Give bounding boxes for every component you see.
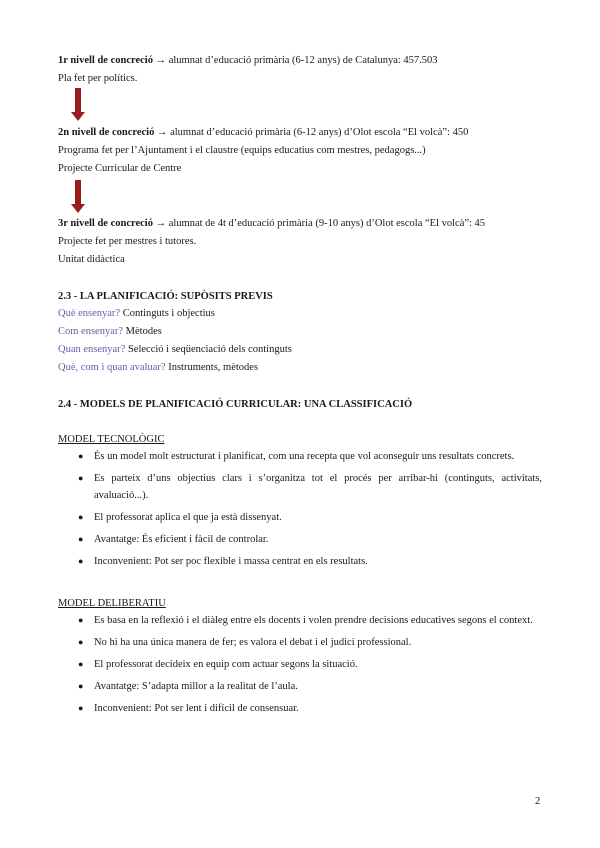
list-item-text: El professorat aplica el que ja està dissenyat. xyxy=(94,512,282,523)
level-3-line xyxy=(58,217,485,230)
list-item xyxy=(58,509,542,526)
question-label: Quan ensenyar? xyxy=(58,344,126,355)
list-item xyxy=(58,700,542,717)
section-2-3-heading: 2.3 - LA PLANIFICACIÓ: SUPÒSITS PREVIS xyxy=(58,291,273,302)
bullet-icon: ● xyxy=(78,451,84,461)
level-2-line xyxy=(58,126,468,139)
bullet-icon: ● xyxy=(78,473,84,483)
list-item xyxy=(58,553,542,570)
list-item xyxy=(58,612,542,629)
list-item xyxy=(58,470,542,504)
level-3-arrow-symbol: → xyxy=(155,218,167,229)
level-3-subtitle: Unitat didàctica xyxy=(58,254,125,265)
level-1-arrow-symbol: → xyxy=(155,55,167,66)
list-item xyxy=(58,656,542,673)
bullet-icon: ● xyxy=(78,512,84,522)
list-item-text: Es basa en la reflexió i el diàleg entre els docents i volen prendre decisions educatives segons el context. xyxy=(94,615,533,626)
question-item xyxy=(58,307,215,320)
question-item xyxy=(58,361,258,374)
list-item xyxy=(58,634,542,651)
list-item-text: Inconvenient: Pot ser lent i difícil de consensuar. xyxy=(94,703,299,714)
list-item-text: No hi ha una única manera de fer; es valora el debat i el judici professional. xyxy=(94,637,412,648)
list-item-text: Es parteix d’uns objectius clars i s’organitza tot el procés per arribar-hi (continguts, activitats, avaluació...). xyxy=(94,473,542,501)
bullet-icon: ● xyxy=(78,637,84,647)
list-item-text: És un model molt estructurat i planificat, com una recepta que vol aconseguir uns resultats concrets. xyxy=(94,451,515,462)
question-answer: Continguts i objectius xyxy=(120,308,215,319)
level-2-description: Programa fet per l’Ajuntament i el claustre (equips educatius com mestres, pedagogs...) xyxy=(58,145,426,156)
model-deliberatiu-list xyxy=(58,612,542,722)
bullet-icon: ● xyxy=(78,703,84,713)
page-number: 2 xyxy=(535,796,541,807)
level-2-text: alumnat d’educació primària (6-12 anys) d’Olot escola “El volcà”: 450 xyxy=(167,127,469,138)
list-item xyxy=(58,678,542,695)
list-item-text: Avantatge: És eficient i fàcil de controlar. xyxy=(94,534,269,545)
model-deliberatiu-title: MODEL DELIBERATIU xyxy=(58,598,166,609)
question-item xyxy=(58,343,292,356)
list-item xyxy=(58,531,542,548)
model-tecnologic-list xyxy=(58,448,542,575)
level-3-description: Projecte fet per mestres i tutores. xyxy=(58,236,197,247)
bullet-icon: ● xyxy=(78,534,84,544)
level-1-line xyxy=(58,54,438,67)
list-item-text: Avantatge: S’adapta millor a la realitat de l’aula. xyxy=(94,681,298,692)
question-answer: Selecció i seqüenciació dels continguts xyxy=(125,344,292,355)
list-item xyxy=(58,448,542,465)
question-label: Com ensenyar? xyxy=(58,326,124,337)
question-answer: Mètodes xyxy=(123,326,162,337)
bullet-icon: ● xyxy=(78,681,84,691)
level-1-title: 1r nivell de concreció xyxy=(58,55,153,66)
list-item-text: El professorat decideix en equip com actuar segons la situació. xyxy=(94,659,358,670)
question-item xyxy=(58,325,162,338)
question-label: Què ensenyar? xyxy=(58,308,121,319)
question-answer: Instruments, mètodes xyxy=(165,362,259,373)
question-label: Què, com i quan avaluar? xyxy=(58,362,166,373)
level-1-description: Pla fet per polítics. xyxy=(58,73,138,84)
level-1-text: alumnat d’educació primària (6-12 anys) de Catalunya: 457.503 xyxy=(166,55,438,66)
level-3-text: alumnat de 4t d’educació primària (9-10 anys) d’Olot escola “El volcà”: 45 xyxy=(166,218,486,229)
level-2-title: 2n nivell de concreció xyxy=(58,127,155,138)
bullet-icon: ● xyxy=(78,556,84,566)
bullet-icon: ● xyxy=(78,615,84,625)
section-2-4-heading: 2.4 - MODELS DE PLANIFICACIÓ CURRICULAR: UNA CLASSIFICACIÓ xyxy=(58,399,413,410)
list-item-text: Inconvenient: Pot ser poc flexible i massa centrat en els resultats. xyxy=(94,556,368,567)
level-3-title: 3r nivell de concreció xyxy=(58,218,153,229)
level-2-arrow-symbol: → xyxy=(156,127,168,138)
level-2-subtitle: Projecte Curricular de Centre xyxy=(58,163,182,174)
model-tecnologic-title: MODEL TECNOLÒGIC xyxy=(58,434,165,445)
bullet-icon: ● xyxy=(78,659,84,669)
